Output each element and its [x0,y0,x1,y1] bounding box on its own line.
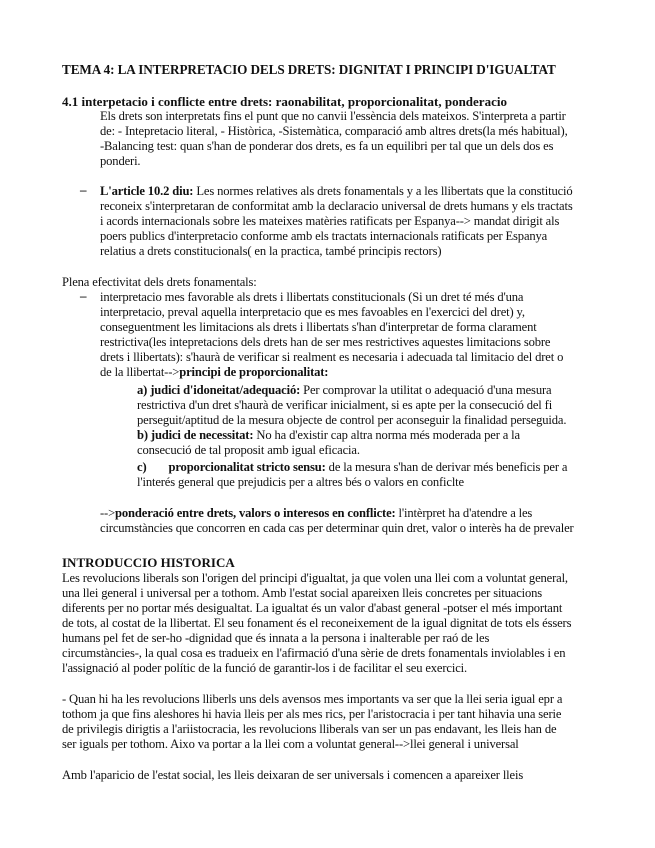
text-line: ser iguals per tothom. Aixo va portar a la llei com a voluntat general-->llei general i universal [62,737,519,751]
arrow-prefix: --> [100,506,116,520]
subitem-c-text: de la mesura s'han de derivar més beneficis per a [325,460,568,474]
text-line: Les revolucions liberals son l'origen del principi d'igualtat, ja que volen una llei com a voluntat general, [62,571,568,585]
text-line: ponderi. [100,154,141,168]
historical-paragraph-3: Amb l'aparicio de l'estat social, les lleis deixaran de ser universals i comencen a apareixer lleis [62,768,524,782]
text-line: reconeix s'interpretaran de conformitat amb la declaracio universal de drets humans y els tractats [100,199,573,213]
bullet-dash: – [80,182,87,197]
text-line: interpretacio mes favorable als drets i llibertats constitucionals (Si un dret té més d'una [100,290,524,304]
subitem-a-text: Per comprovar la utilitat o adequació d'una mesura [300,383,552,397]
text-line: humans pel fet de ser-ho -dignidad que és innata a la persona i inalterable per raó de les [62,631,490,645]
text-line: l'interés general que prejudicis per a altres bés o valors en conficlte [137,475,464,489]
text-line [100,506,532,521]
article-text: Les normes relatives als drets fonamentals y a les llibertats que la constitució [193,184,573,198]
text-line: i acords internacionals sobre les mateixes matèries ratificats per Espanya--> mandat dirigit als [100,214,560,228]
ponderacio-text: l'intèrpret ha d'atendre a les [395,506,533,520]
ponderacio-label: ponderació entre drets, valors o interesos en conflicte: [115,506,396,520]
text-line [100,365,328,380]
subitem-c-title: proporcionalitat stricto sensu: [168,460,326,474]
text-line: restrictiva d'un dret s'haurà de verificar inicialment, si es apte per la consecució del fi [137,398,553,412]
plena-efectivitat-line: Plena efectivitat dels drets fonamentals: [62,275,257,289]
text-line: una llei general i universal per a tothom. Amb l'estat social apareixen lleis concretes per situacions [62,586,543,600]
principle-label: principi de proporcionalitat: [179,365,329,379]
text-line [100,184,573,199]
text-line [137,428,520,443]
bullet-dash: – [80,288,87,303]
text-line: drets i llibertats): s'haurà de verificar si realment es necesaria i adecuada tal limitacio del dret o [100,350,564,364]
text-line: restrictiva(les intepretacions dels drets han de ser mes restrictives aquestes limitacions sobre [100,335,551,349]
text-line: de privilegis dirigtis a l'ariistocracia, les revolucions lliberals van ser un pas endavant, les lleis han de [62,722,557,736]
text-line [137,460,567,475]
text-line: -Balancing test: quan s'han de ponderar dos drets, es fa un equilibri per tal que un dels dos es [100,139,554,153]
text-line: - Quan hi ha les revolucions lliberls uns dels avensos mes importants va ser que la llei seria igual epr a [62,692,563,706]
text-line: perseguit/aptitud de la mesura objecte de control per aconseguir la finalidad perseguida. [137,413,567,427]
subitem-a-label: a) judici d'idoneitat/adequació: [137,383,301,397]
text-line: Els drets son interpretats fins el punt que no canvii l'essència dels mateixos. S'interpreta a partir [100,109,566,123]
text-line [137,383,551,398]
text-prefix: de la llibertat--> [100,365,180,379]
text-line: l'assignació al poder polític de la funció de garantir-los i de facilitar el seu exercici. [62,661,467,675]
subitem-b-label: b) judici de necessitat: [137,428,254,442]
text-line: tothom ja que fins aleshores hi havia lleis per als mes rics, per l'aristocracia i per tant hihavia una serie [62,707,562,721]
subitem-b-text: No ha d'existir cap altra norma més moderada per a la [253,428,520,442]
text-line: interpretacio, preval aquella interpretacio que es mes favoables en l'exercici del dret) y, [100,305,525,319]
text-line: conseguentment les limitacions als drets i llibertats s'han d'interpretar de forma clarament [100,320,537,334]
text-line: de: - Intepretacio literal, - Històrica, -Sistemàtica, comparació amb altres drets(la més habitual), [100,124,568,138]
section-heading-introduccio: INTRODUCCIO HISTORICA [62,555,235,570]
text-line: relatius a drets constitucionals( en la practica, també principis rectors) [100,244,442,258]
article-label: L'article 10.2 diu: [100,184,194,198]
text-line: consecució de tal proposit amb igual eficacia. [137,443,360,457]
section-heading-4-1: 4.1 interpetacio i conflicte entre drets: raonabilitat, proporcionalitat, ponderacio [62,94,507,109]
text-line: de tots, al costat de la llibertat. El seu fonament és el reconeixement de la igual dignitat de tots els éssers [62,616,572,630]
text-line: poers publics d'interpretacio conforme amb els tractats internacionals ratificats per Espanya [100,229,548,243]
text-line: circumstàncies-, la qual cosa es tradueix en l'afirmació d'una sèrie de drets fonamentals inviolables i en [62,646,566,660]
text-line: circumstàncies que concorren en cada cas per determinar quin dret, valor o interès ha de prevaler [100,521,574,535]
page-title: TEMA 4: LA INTERPRETACIO DELS DRETS: DIGNITAT I PRINCIPI D'IGUALTAT [62,62,556,77]
text-line: diferents per no portar més desigualtat. La igualtat és un valor d'abast general -potser el més important [62,601,563,615]
subitem-c-label: c) [137,460,147,474]
